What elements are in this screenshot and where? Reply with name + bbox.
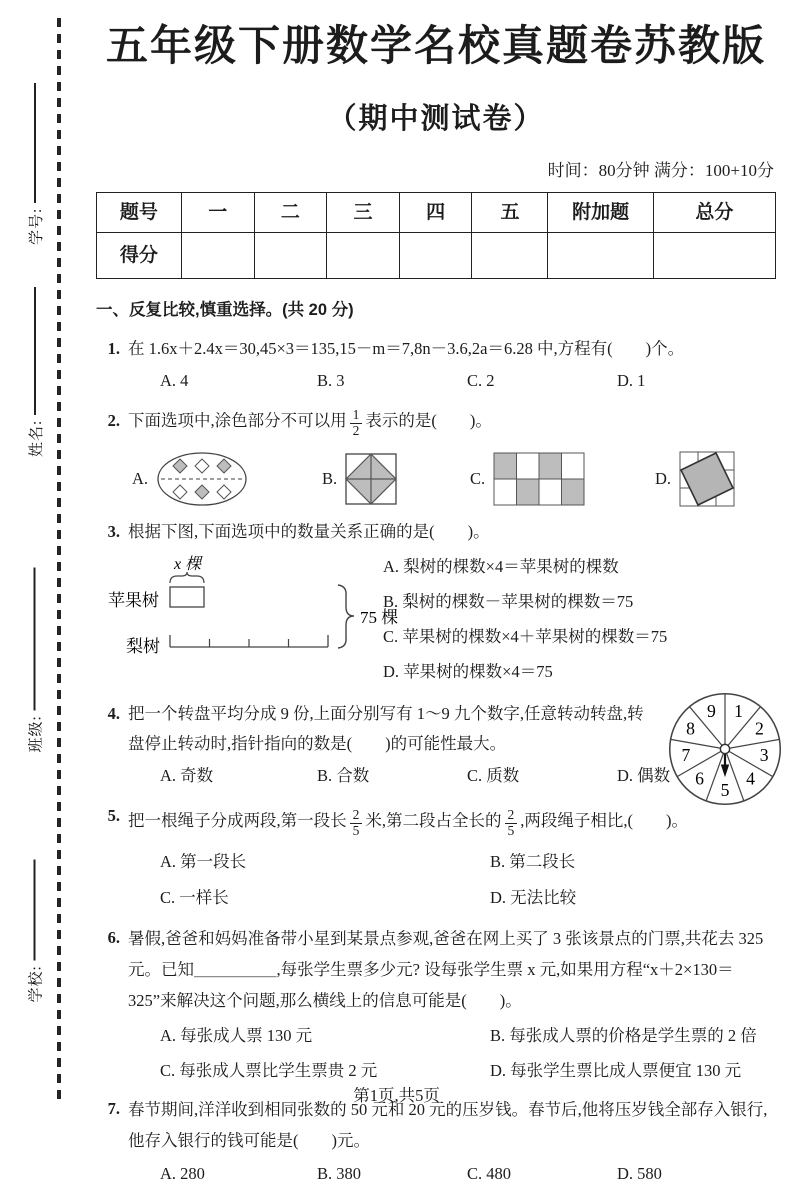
option-a: A. 奇数 xyxy=(160,766,214,786)
school-label: 学校: xyxy=(28,965,44,1003)
score-header-cell: 附加题 xyxy=(548,193,653,233)
question-4-number: 4. xyxy=(107,704,120,724)
diagram-x-label: x 棵 xyxy=(174,556,202,574)
question-1-options xyxy=(160,366,776,396)
score-table-score-row xyxy=(97,233,776,279)
question-1-number: 1. xyxy=(107,339,120,359)
question-3-text: 根据下图,下面选项中的数量关系正确的是( )。 xyxy=(128,522,490,542)
spinner-number: 9 xyxy=(706,700,716,721)
question-6-text: 暑假,爸爸和妈妈准备带小星到某景点参观,爸爸在网上买了 3 张该景点的门票,共花去 325 元。已知＿＿＿＿＿,每张学生票多少元? 设每张学生票 x 元,如果用方程“x＋2×130＝325”来解决这个问题,那么横线上的信息可能是( )。 xyxy=(128,929,764,1011)
student-id-label: 学号: xyxy=(28,207,45,245)
option-b: B. 380 xyxy=(317,1164,362,1184)
question-7-options xyxy=(160,1158,776,1189)
spinner-number: 8 xyxy=(686,718,695,739)
section1-title: 一、反复比较,慎重选择。(共 20 分) xyxy=(96,301,354,320)
score-header-cell: 二 xyxy=(254,193,327,233)
shape-option-c xyxy=(470,451,655,507)
question-2-number: 2. xyxy=(107,411,120,431)
option-d: D. 每张学生票比成人票便宜 130 元 xyxy=(490,1061,742,1081)
tilted-square-grid-figure xyxy=(679,451,735,507)
score-cell xyxy=(399,233,472,279)
question-1-text: 在 1.6x＋2.4x＝30,45×3＝135,15－m＝7,8n－3.6,2a＝6.28 中,方程有( )个。 xyxy=(128,339,685,359)
spinner-number: 7 xyxy=(681,745,691,766)
ellipse-diamonds-figure xyxy=(156,451,248,507)
option-c: C. 质数 xyxy=(467,766,520,786)
score-header-cell: 五 xyxy=(472,193,548,233)
score-cell xyxy=(548,233,653,279)
margin-field-name xyxy=(26,287,44,457)
question-7 xyxy=(96,1094,776,1189)
option-d: D. 580 xyxy=(617,1164,662,1184)
score-header-cell: 四 xyxy=(399,193,472,233)
question-2-text-after: 表示的是( )。 xyxy=(365,411,492,431)
exam-meta: 时间：80分钟 满分：100+10分 xyxy=(547,161,774,181)
option-c: C. 一样长 xyxy=(160,888,229,908)
question-6-options xyxy=(160,1020,776,1086)
score-table-header-row xyxy=(97,193,776,233)
spinner-number: 1 xyxy=(734,700,744,721)
shape-option-a xyxy=(132,451,322,507)
name-blank-line xyxy=(34,287,36,415)
score-cell xyxy=(327,233,400,279)
page-number: 第1页,共5页 xyxy=(353,1086,440,1105)
score-cell xyxy=(653,233,775,279)
option-c: C. 480 xyxy=(467,1164,512,1184)
page-title: 五年级下册数学名校真题卷苏教版 xyxy=(105,24,766,70)
question-5-text-p1: 把一根绳子分成两段,第一段长 xyxy=(128,811,347,831)
option-b: B. 3 xyxy=(317,371,345,391)
question-5-text-p2: 米,第二段占全长的 xyxy=(365,811,502,831)
student-id-blank-line xyxy=(34,83,36,203)
class-label: 班级: xyxy=(28,715,44,753)
question-2-text-before: 下面选项中,涂色部分不可以用 xyxy=(128,411,347,431)
option-d: D. 1 xyxy=(617,371,646,391)
spinner-number: 2 xyxy=(755,718,764,739)
option-a: A. 280 xyxy=(160,1164,205,1184)
question-3-options xyxy=(383,552,776,687)
question-4 xyxy=(96,699,776,801)
diagram-total-label: 75 棵 xyxy=(360,608,398,628)
score-header-cell: 三 xyxy=(327,193,400,233)
score-header-cell: 总分 xyxy=(653,193,775,233)
spinner-number: 6 xyxy=(695,768,704,789)
exam-content xyxy=(96,0,776,1189)
spinner-number: 5 xyxy=(720,780,730,801)
option-d-label: D. xyxy=(655,469,672,489)
option-b: B. 第二段长 xyxy=(490,852,576,872)
binding-dashed-line xyxy=(57,18,61,1105)
score-cell xyxy=(181,233,254,279)
question-5 xyxy=(96,801,776,913)
question-5-options xyxy=(160,847,776,913)
class-blank-line xyxy=(34,568,36,711)
checkerboard-grid-figure xyxy=(493,451,585,507)
name-label: 姓名: xyxy=(28,419,45,457)
spinner-wheel-figure xyxy=(666,691,784,817)
question-2 xyxy=(96,406,776,509)
shape-option-d xyxy=(655,451,735,507)
score-header-cell: 题号 xyxy=(97,193,182,233)
option-c: C. 苹果树的棵数×4＋苹果树的棵数＝75 xyxy=(383,627,668,647)
option-b-label: B. xyxy=(322,469,338,489)
fraction-two-fifths: $\frac{2}{5}$ xyxy=(505,808,518,839)
spinner-number: 4 xyxy=(746,768,755,789)
spinner-pointer-icon xyxy=(721,765,729,778)
score-cell xyxy=(254,233,327,279)
shape-option-b xyxy=(322,451,470,507)
question-3-bar-diagram xyxy=(98,549,398,667)
margin-field-class xyxy=(26,568,44,753)
question-5-text-p3: ,两段绳子相比,( )。 xyxy=(520,811,689,831)
score-table xyxy=(96,192,776,279)
option-d: D. 苹果树的棵数×4＝75 xyxy=(383,662,553,682)
question-6 xyxy=(96,923,776,1086)
diagram-pear-label: 梨树 xyxy=(126,637,160,657)
question-5-number: 5. xyxy=(107,806,120,826)
question-3 xyxy=(96,517,776,687)
page-subtitle: （期中测试卷） xyxy=(327,103,545,136)
score-cell xyxy=(472,233,548,279)
school-blank-line xyxy=(34,860,36,961)
question-2-text xyxy=(128,406,776,439)
option-a: A. 4 xyxy=(160,371,189,391)
fraction-one-half: $\frac{1}{2}$ xyxy=(350,408,363,439)
option-c-label: C. xyxy=(470,469,486,489)
square-diamond-figure xyxy=(345,451,397,507)
option-b: B. 合数 xyxy=(317,766,370,786)
fraction-two-fifths: $\frac{2}{5}$ xyxy=(350,808,363,839)
question-2-shape-options xyxy=(132,451,776,507)
option-a: A. 第一段长 xyxy=(160,852,247,872)
option-b: B. 每张成人票的价格是学生票的 2 倍 xyxy=(490,1026,757,1046)
question-7-text: 春节期间,洋洋收到相同张数的 50 元和 20 元的压岁钱。春节后,他将压岁钱全部存入银行,他存入银行的钱可能是( )元。 xyxy=(128,1100,768,1151)
question-3-number: 3. xyxy=(107,522,120,542)
margin-field-student-id xyxy=(26,83,44,245)
question-7-number: 7. xyxy=(107,1099,120,1119)
option-a: A. 每张成人票 130 元 xyxy=(160,1026,313,1046)
option-d: D. 偶数 xyxy=(617,766,671,786)
diagram-apple-label: 苹果树 xyxy=(108,591,159,611)
score-row-label: 得分 xyxy=(97,233,182,279)
score-header-cell: 一 xyxy=(181,193,254,233)
question-1 xyxy=(96,334,776,396)
question-4-text: 把一个转盘平均分成 9 份,上面分别写有 1～9 九个数字,任意转动转盘,转盘停止转动时,指针指向的数是( )的可能性最大。 xyxy=(128,704,644,754)
spinner-number: 3 xyxy=(759,745,769,766)
option-a: A. 梨树的棵数×4＝苹果树的棵数 xyxy=(383,557,619,577)
option-c: C. 每张成人票比学生票贵 2 元 xyxy=(160,1061,378,1081)
margin-field-school xyxy=(26,860,44,1003)
question-6-number: 6. xyxy=(107,928,120,948)
option-b: B. 梨树的棵数－苹果树的棵数＝75 xyxy=(383,592,634,612)
option-c: C. 2 xyxy=(467,371,495,391)
option-d: D. 无法比较 xyxy=(490,888,577,908)
option-a-label: A. xyxy=(132,469,149,489)
